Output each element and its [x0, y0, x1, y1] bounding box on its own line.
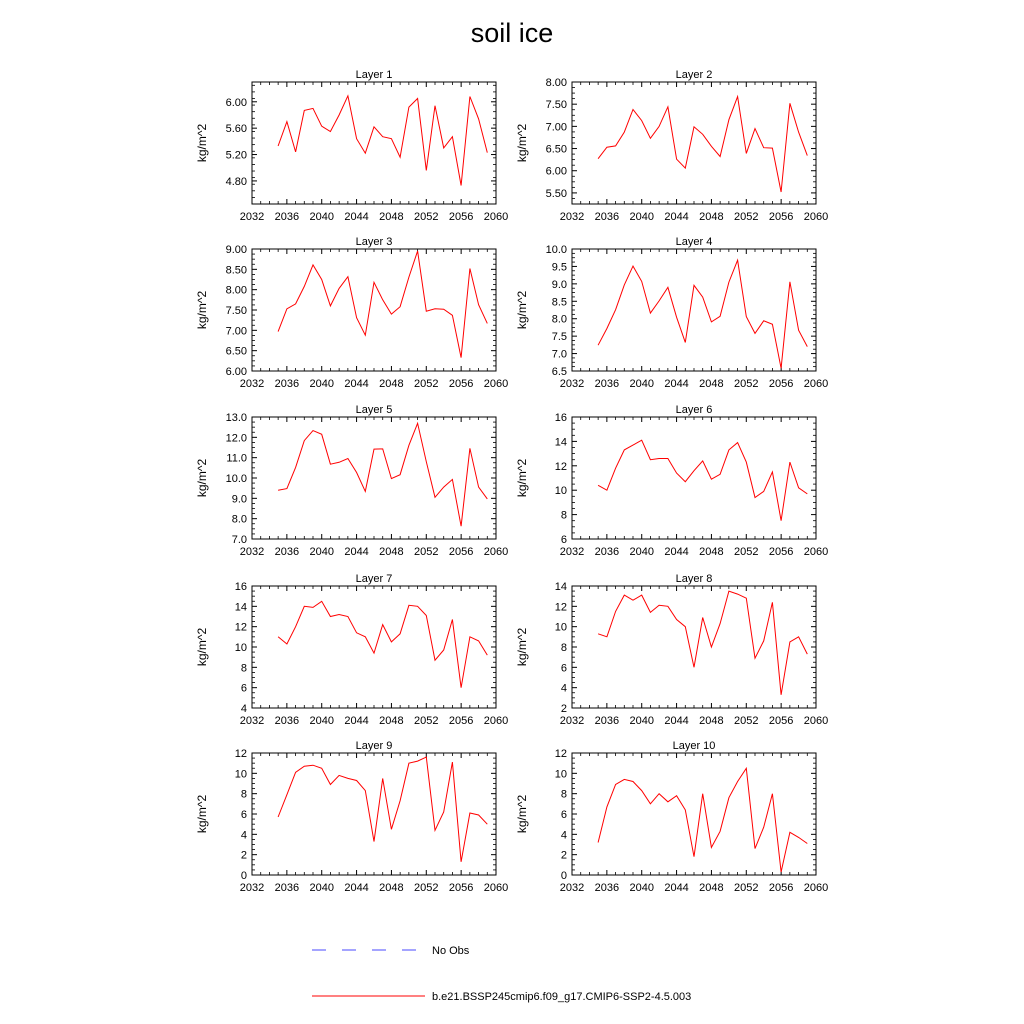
y-tick-label: 6.50	[545, 143, 567, 156]
y-tick-label: 7.0	[231, 534, 247, 546]
plot-frame	[252, 82, 496, 204]
panel-title: Layer 2	[675, 69, 713, 81]
x-tick-label: 2060	[803, 546, 829, 558]
y-tick-label: 14	[234, 601, 247, 614]
y-tick-label: 10	[234, 642, 247, 654]
y-tick-label: 6	[240, 682, 247, 695]
y-tick-label: 12.0	[225, 432, 247, 445]
x-tick-label: 2032	[559, 546, 585, 558]
x-tick-label: 2056	[768, 211, 794, 223]
chart-panel	[515, 236, 828, 390]
x-tick-label: 2052	[414, 882, 439, 894]
y-axis-label: kg/m^2	[195, 794, 209, 834]
y-tick-label: 7.00	[545, 121, 567, 134]
y-tick-label: 8.00	[225, 284, 247, 297]
x-tick-label: 2052	[734, 546, 759, 558]
series-line	[278, 601, 487, 687]
y-tick-label: 8	[240, 788, 247, 801]
series-line	[598, 768, 807, 872]
plot-frame	[572, 249, 816, 371]
chart-panel	[195, 69, 508, 223]
chart-panel	[515, 573, 828, 727]
y-tick-label: 2	[240, 849, 247, 862]
x-tick-label: 2056	[768, 546, 794, 558]
series-line	[598, 591, 807, 695]
y-tick-label: 6	[560, 809, 567, 821]
panel-title: Layer 10	[672, 740, 716, 752]
x-tick-label: 2060	[483, 715, 509, 727]
chart-panel	[515, 69, 828, 223]
x-tick-label: 2040	[629, 546, 654, 558]
x-tick-label: 2044	[664, 211, 689, 223]
x-tick-label: 2044	[344, 378, 369, 390]
y-tick-label: 4.80	[225, 175, 247, 188]
y-tick-label: 8.0	[231, 513, 247, 526]
y-tick-label: 10.0	[225, 473, 247, 485]
y-tick-label: 5.60	[225, 123, 247, 136]
panel-title: Layer 7	[355, 573, 393, 585]
y-tick-label: 14	[554, 581, 567, 593]
x-tick-label: 2048	[699, 715, 724, 727]
x-tick-label: 2048	[699, 211, 724, 223]
x-tick-label: 2052	[734, 882, 759, 894]
x-tick-label: 2060	[483, 211, 509, 223]
y-tick-label: 4	[560, 682, 567, 695]
panel-title: Layer 1	[355, 69, 393, 81]
panel-title: Layer 5	[355, 404, 393, 416]
x-tick-label: 2048	[379, 546, 404, 558]
legend-label: No Obs	[432, 945, 470, 957]
plot-frame	[572, 586, 816, 708]
y-tick-label: 16	[554, 412, 567, 424]
y-axis-label: kg/m^2	[515, 290, 529, 330]
x-tick-label: 2056	[448, 546, 474, 558]
x-tick-label: 2036	[274, 211, 300, 223]
x-tick-label: 2040	[309, 378, 334, 390]
y-tick-label: 6	[560, 534, 567, 546]
x-tick-label: 2048	[379, 378, 404, 390]
panel-title: Layer 3	[355, 236, 393, 248]
x-tick-label: 2052	[414, 378, 439, 390]
x-tick-label: 2052	[734, 211, 759, 223]
y-tick-label: 10	[234, 768, 247, 781]
y-tick-label: 8.00	[545, 77, 567, 89]
x-tick-label: 2040	[309, 882, 334, 894]
x-tick-label: 2048	[379, 882, 404, 894]
x-tick-label: 2040	[629, 882, 654, 894]
x-tick-label: 2048	[699, 882, 724, 894]
plot-frame	[252, 586, 496, 708]
x-tick-label: 2036	[594, 715, 620, 727]
y-tick-label: 5.50	[545, 187, 567, 200]
y-tick-label: 8	[240, 662, 247, 675]
panels-container	[195, 69, 828, 894]
x-tick-label: 2052	[414, 546, 439, 558]
x-tick-label: 2044	[344, 211, 369, 223]
y-tick-label: 8	[560, 788, 567, 801]
y-tick-label: 12	[234, 621, 247, 634]
x-tick-label: 2036	[274, 546, 300, 558]
y-tick-label: 12	[234, 748, 247, 760]
x-tick-label: 2032	[239, 715, 265, 727]
y-tick-label: 4	[240, 703, 247, 715]
x-tick-label: 2036	[274, 378, 300, 390]
y-tick-label: 6	[560, 662, 567, 675]
y-tick-label: 12	[554, 748, 567, 760]
y-tick-label: 6.00	[225, 96, 247, 109]
x-tick-label: 2048	[699, 378, 724, 390]
y-tick-label: 7.0	[551, 348, 567, 361]
x-tick-label: 2036	[594, 546, 620, 558]
x-tick-label: 2056	[448, 211, 474, 223]
y-tick-label: 6.50	[225, 345, 247, 358]
x-tick-label: 2036	[594, 378, 620, 390]
y-axis-label: kg/m^2	[195, 290, 209, 330]
panel-title: Layer 4	[675, 236, 713, 248]
series-line	[278, 96, 487, 186]
x-tick-label: 2036	[594, 211, 620, 223]
y-tick-label: 8.5	[551, 296, 567, 309]
y-tick-label: 11.0	[226, 452, 247, 465]
y-tick-label: 12	[554, 460, 567, 473]
series-line	[598, 260, 807, 368]
panel-title: Layer 9	[355, 740, 393, 752]
series-line	[598, 440, 807, 521]
y-tick-label: 4	[560, 829, 567, 842]
chart-panel	[515, 740, 828, 894]
chart-panel	[195, 404, 508, 558]
y-axis-label: kg/m^2	[515, 627, 529, 667]
figure-title: soil ice	[470, 18, 554, 48]
x-tick-label: 2052	[734, 378, 759, 390]
x-tick-label: 2056	[448, 882, 474, 894]
x-tick-label: 2044	[664, 715, 689, 727]
chart-panel	[195, 236, 508, 390]
y-tick-label: 6	[240, 809, 247, 821]
y-tick-label: 6.00	[545, 165, 567, 178]
x-tick-label: 2052	[414, 211, 439, 223]
x-tick-label: 2052	[414, 715, 439, 727]
x-tick-label: 2044	[664, 882, 689, 894]
y-tick-label: 9.0	[551, 278, 567, 291]
x-tick-label: 2036	[594, 882, 620, 894]
series-line	[598, 97, 807, 192]
plot-frame	[252, 417, 496, 539]
panel-title: Layer 8	[675, 573, 713, 585]
y-tick-label: 8	[560, 509, 567, 522]
y-tick-label: 5.20	[225, 149, 247, 162]
y-tick-label: 10.0	[545, 244, 567, 256]
y-tick-label: 8.50	[225, 264, 247, 277]
x-tick-label: 2060	[483, 546, 509, 558]
y-tick-label: 0	[560, 870, 567, 882]
x-tick-label: 2044	[664, 378, 689, 390]
y-tick-label: 13.0	[225, 412, 247, 424]
legend-entry-obs	[312, 945, 470, 957]
y-axis-label: kg/m^2	[195, 123, 209, 163]
x-tick-label: 2036	[274, 882, 300, 894]
y-tick-label: 6.5	[551, 366, 567, 378]
x-tick-label: 2048	[699, 546, 724, 558]
x-tick-label: 2048	[379, 211, 404, 223]
x-tick-label: 2032	[239, 378, 265, 390]
y-tick-label: 7.00	[225, 325, 247, 338]
x-tick-label: 2060	[483, 882, 509, 894]
y-tick-label: 7.50	[225, 305, 247, 317]
y-axis-label: kg/m^2	[515, 458, 529, 498]
plot-frame	[252, 249, 496, 371]
x-tick-label: 2032	[559, 882, 585, 894]
x-tick-label: 2056	[768, 715, 794, 727]
y-tick-label: 8	[560, 642, 567, 654]
y-tick-label: 2	[560, 703, 567, 715]
panel-title: Layer 6	[675, 404, 713, 416]
chart-panel	[195, 740, 508, 894]
x-tick-label: 2044	[344, 882, 369, 894]
x-tick-label: 2032	[239, 211, 265, 223]
y-axis-label: kg/m^2	[515, 794, 529, 834]
x-tick-label: 2044	[344, 715, 369, 727]
y-tick-label: 10	[554, 621, 567, 634]
y-tick-label: 2	[560, 849, 567, 862]
x-tick-label: 2044	[664, 546, 689, 558]
x-tick-label: 2040	[629, 715, 654, 727]
x-tick-label: 2032	[559, 211, 585, 223]
chart-panel	[195, 573, 508, 727]
x-tick-label: 2032	[239, 882, 265, 894]
x-tick-label: 2060	[803, 211, 829, 223]
y-tick-label: 10	[554, 768, 567, 781]
plot-frame	[252, 753, 496, 875]
x-tick-label: 2056	[768, 882, 794, 894]
y-tick-label: 16	[234, 581, 247, 593]
x-tick-label: 2040	[309, 211, 334, 223]
x-tick-label: 2036	[274, 715, 300, 727]
x-tick-label: 2040	[309, 715, 334, 727]
y-tick-label: 7.50	[545, 99, 567, 112]
x-tick-label: 2040	[309, 546, 334, 558]
legend	[312, 945, 691, 1003]
series-line	[278, 423, 487, 526]
y-tick-label: 7.5	[551, 331, 567, 344]
x-tick-label: 2052	[734, 715, 759, 727]
series-line	[278, 251, 487, 358]
x-tick-label: 2032	[559, 378, 585, 390]
x-tick-label: 2060	[803, 715, 829, 727]
y-tick-label: 8.0	[551, 313, 567, 326]
x-tick-label: 2032	[239, 546, 265, 558]
y-tick-label: 14	[554, 436, 567, 449]
series-line	[278, 757, 487, 862]
legend-label: b.e21.BSSP245cmip6.f09_g17.CMIP6-SSP2-4.5.003	[432, 991, 692, 1003]
x-tick-label: 2056	[448, 378, 474, 390]
y-tick-label: 9.0	[231, 493, 247, 506]
x-tick-label: 2048	[379, 715, 404, 727]
x-tick-label: 2056	[768, 378, 794, 390]
y-tick-label: 12	[554, 601, 567, 614]
y-axis-label: kg/m^2	[195, 458, 209, 498]
x-tick-label: 2056	[448, 715, 474, 727]
y-axis-label: kg/m^2	[515, 123, 529, 163]
y-tick-label: 4	[240, 829, 247, 842]
y-tick-label: 9.00	[225, 244, 247, 256]
x-tick-label: 2040	[629, 378, 654, 390]
x-tick-label: 2032	[559, 715, 585, 727]
legend-entry-model	[312, 991, 691, 1003]
x-tick-label: 2060	[803, 378, 829, 390]
x-tick-label: 2040	[629, 211, 654, 223]
y-tick-label: 9.5	[551, 261, 567, 274]
chart-panel	[515, 404, 828, 558]
y-tick-label: 0	[240, 870, 247, 882]
x-tick-label: 2044	[344, 546, 369, 558]
plot-frame	[572, 417, 816, 539]
x-tick-label: 2060	[803, 882, 829, 894]
y-axis-label: kg/m^2	[195, 627, 209, 667]
y-tick-label: 6.00	[225, 366, 247, 378]
y-tick-label: 10	[554, 485, 567, 498]
x-tick-label: 2060	[483, 378, 509, 390]
